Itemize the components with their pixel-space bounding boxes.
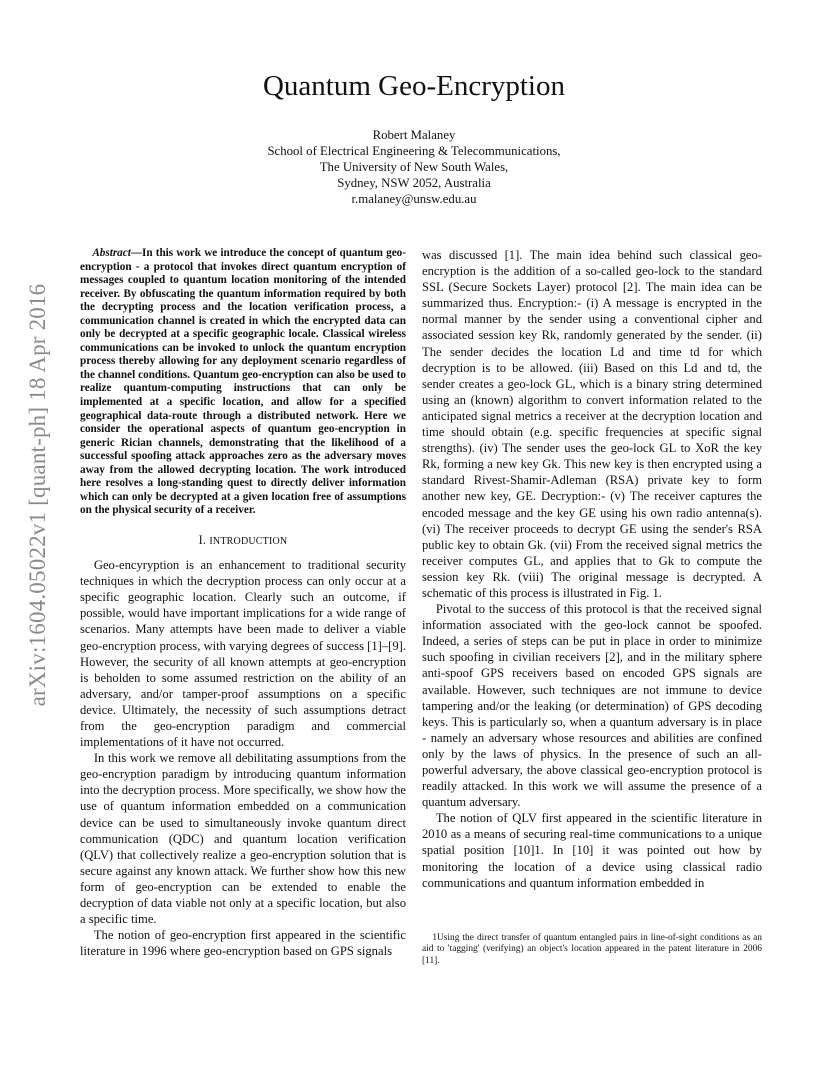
right-paragraph-2: Pivotal to the success of this protocol is that the received signal information associated with the geo-lock cannot be spoofed. Indeed, a series of steps can be put in place in order to minimize such spoofing in civilian receivers [2], and in the military sphere anti-spoof GPS receivers based on encoded GPS signals are available. However, such techniques are not immune to device tampering and/or the leaking (or determination) of GPS decoding keys. This is particularly so, when a quantum adversary is in place - namely an adversary whose resources and abilities are confined only by the laws of physics. In the presence of such an all-powerful adversary, the above classical geo-encryption protocol is readily attacked. In this work we will assume the presence of a quantum adversary. — [422, 602, 762, 810]
abstract-label: Abstract — [92, 247, 131, 259]
right-column — [422, 247, 762, 891]
intro-paragraph-3: The notion of geo-encryption first appeared in the scientific literature in 1996 where geo-encryption based on GPS signals — [80, 928, 406, 959]
section-heading — [80, 532, 406, 550]
left-column — [80, 247, 406, 959]
abstract: Abstract—In this work we introduce the concept of quantum geo-encryption - a protocol that invokes direct quantum encryption of messages coupled to quantum location monitoring of the intended receiver. By obfuscating the quantum information required by both the decrypting process and the location verification process, a communication channel is created in which the encrypted data can only be decrypted at a specific geographic locale. Classical wireless communications can be invoked to unlock the quantum encryption process thereby allowing for any deployment scenario regardless of the channel conditions. Quantum geo-encryption can also be used to realize quantum-computing instructions that can only be implemented at a specific location, and allow for a specified geographical data-route through a distributed network. Here we consider the operational aspects of quantum geo-encryption in generic Rician channels, demonstrating that the likelihood of a successful spoofing attack approaches zero as the adversary moves away from the allowed decrypting location. The work introduced here resolves a long-standing quest to directly deliver information which can only be decrypted at a given location free of assumptions on the physical security of a receiver. — [80, 247, 406, 517]
right-paragraph-3: The notion of QLV first appeared in the scientific literature in 2010 as a means of securing real-time communications to a unique spatial position [10]1. In [10] it was pointed out how by monitoring the location of a device using classical radio communications and quantum information embedded in — [422, 811, 762, 890]
footnote — [422, 933, 762, 967]
arxiv-stamp-text: arXiv:1604.05022v1 [quant-ph] 18 Apr 2016 — [25, 283, 50, 707]
paper-title: Quantum Geo-Encryption — [262, 70, 565, 102]
section-title: INTRODUCTION — [209, 535, 288, 547]
author-name: Robert Malaney — [372, 128, 456, 142]
abstract-text: In this work we introduce the concept of quantum geo-encryption - a protocol that invokes direct quantum encryption of messages coupled to quantum location monitoring of the intended receiver. By obfuscating the quantum information required by both the decrypting process and the location verification process, a communication channel is created in which the encrypted data can only be decrypted at a specific geographic locale. Classical wireless communications can be invoked to unlock the quantum encryption process thereby allowing for any deployment scenario regardless of the channel conditions. Quantum geo-encryption can also be used to realize quantum-computing instructions that can only be implemented at a specific location, and allow for a specified geographical data-route through a distributed network. Here we consider the operational aspects of quantum geo-encryption in generic Rician channels, demonstrating that the likelihood of a successful spoofing attack approaches zero as the adversary moves away from the allowed decrypting location. The work introduced here resolves a long-standing quest to directly deliver information which can only be decrypted at a given location free of assumptions on the physical security of a receiver. — [80, 247, 406, 517]
intro-paragraph-2: In this work we remove all debilitating assumptions from the geo-encryption paradigm by introducing quantum information into the decryption process. More specifically, we show how the use of quantum information embedded on a communication device can be used to simultaneously invoke quantum direct communication (QDC) and quantum location verification (QLV) that collectively realize a geo-encryption solution that is secure against any known attack. We further show how this new form of geo-encryption can be extended to enable the decryption of data viable not only at a specific location, but also a specific time. — [80, 751, 406, 927]
section-number: I. — [198, 532, 207, 547]
author-email: r.malaney@unsw.edu.au — [351, 192, 477, 206]
right-paragraph-1: was discussed [1]. The main idea behind such classical geo-encryption is the addition of a so-called geo-lock to the standard SSL (Secure Sockets Layer) protocol [2]. The main idea can be summarized thus. Encryption:- (i) A message is encrypted in the normal manner by the sender using a conventional cipher and associated session key Rk, randomly generated by the sender. (ii) The sender decides the location Ld and time td for which decryption is to be allowed. (iii) Based on this Ld and td, the sender creates a geo-lock GL, which is a binary string determined using an (known) algorithm to convert information related to the anticipated signal metrics a receiver at the decryption location and time should obtain (e.g. specific frequencies at specific signal strengths). (iv) The sender uses the geo-lock GL to XoR the key Rk, forming a new key Gk. This new key is then encrypted using a standard Rivest-Shamir-Adleman (RSA) private key to form another new key, GE. Decryption:- (v) The receiver captures the encoded message and the key GE using his own radio antenna(s). (vi) The receiver proceeds to decrypt GE using the sender's RSA public key to obtain Gk. (vii) From the received signal metrics the receiver computes GL, and applies that to Gk to compute the session key Rk. (viii) The original message is decrypted. A schematic of this process is illustrated in Fig. 1. — [422, 248, 762, 600]
affiliation-line-1: School of Electrical Engineering & Telecommunications, — [267, 144, 561, 158]
affiliation-line-3: Sydney, NSW 2052, Australia — [337, 176, 491, 190]
affiliation-line-2: The University of New South Wales, — [319, 160, 509, 174]
arxiv-sidebar-stamp — [22, 265, 54, 725]
author-block — [0, 127, 828, 207]
intro-paragraph-1: Geo-encyryption is an enhancement to traditional security techniques in which the decryption process can only occur at a specific geographic location. Clearly such an outcome, if possible, would have important implications for a wide range of scenarios. Many attempts have been made to deliver a viable geo-encryption process, with varying degrees of success [1]–[9]. However, the security of all known attempts at geo-encryption is beholden to some assumed restriction on the ability of an adversary, and/or tamper-proof assumptions on a specific device. Ultimately, the necessity of such assumptions detract from the geo-encryption paradigm and commercial implementations of it have not occurred. — [80, 558, 406, 750]
footnote-text: 1Using the direct transfer of quantum entangled pairs in line-of-sight conditions as an aid to 'tagging' (verifying) an object's location appeared in the patent literature in 2006 [11]. — [422, 933, 762, 966]
